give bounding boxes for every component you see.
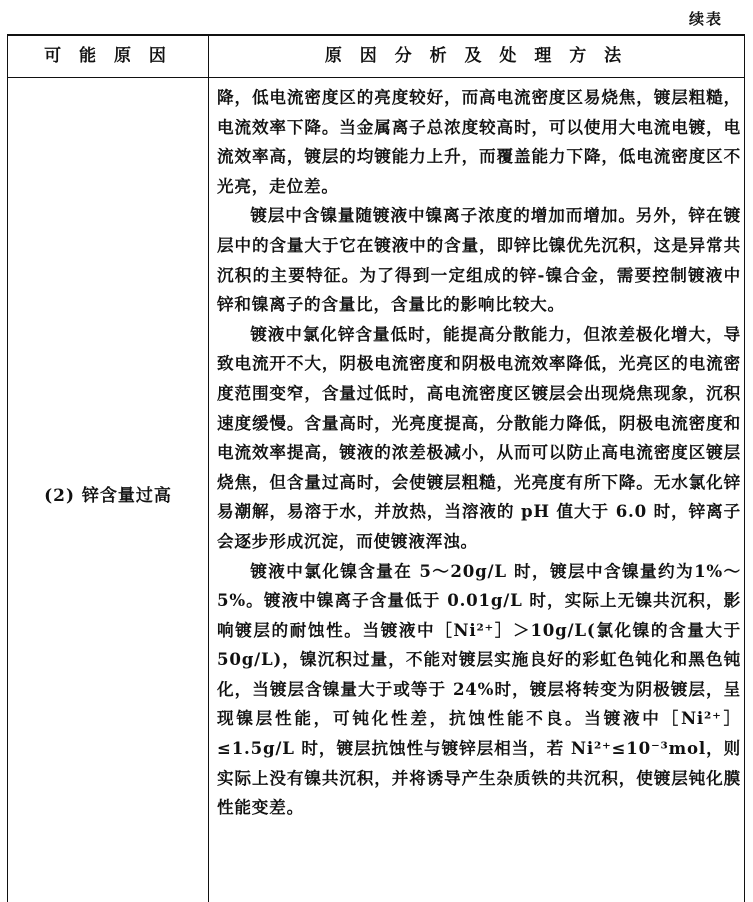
header-analysis-and-treatment: 原 因 分 析 及 处 理 方 法 xyxy=(324,46,628,66)
analysis-paragraph-nickel-content: 镀层中含镍量随镀液中镍离子浓度的增加而增加。另外，锌在镀层中的含量大于它在镀液中的含量，即锌比镍优先沉积，这是异常共沉积的主要特征。为了得到一定组成的锌-镍合金，需要控制镀液中锌和镍离子的含量比，含量比的影响比较大。 xyxy=(217,205,741,315)
header-possible-cause: 可 能 原 因 xyxy=(44,46,172,66)
cause-zinc-content-too-high: (2) 锌含量过高 xyxy=(44,485,172,506)
analysis-paragraph-current-efficiency: 降，低电流密度区的亮度较好，而高电流密度区易烧焦，镀层粗糙，电流效率下降。当金属离子总浓度较高时，可以使用大电流电镀，电流效率高，镀层的均镀能力上升，而覆盖能力下降，低电流密度区不光亮，走位差。 xyxy=(217,87,741,196)
column-divider xyxy=(208,36,209,902)
cause-cell xyxy=(8,78,208,902)
analysis-cell xyxy=(217,78,741,902)
cause-analysis-table xyxy=(7,34,745,902)
analysis-paragraph-zinc-chloride: 镀液中氯化锌含量低时，能提高分散能力，但浓差极化增大，导致电流开不大，阴极电流密度和阴极电流效率降低，光亮区的电流密度范围变窄，含量过低时，高电流密度区镀层会出现烧焦现象，沉积速度缓慢。含量高时，光亮度提高，分散能力降低，阴极电流密度和电流效率提高，镀液的浓差极减小，从而可以防止高电流密度区镀层烧焦，但含量过高时，会使镀层粗糙，光亮度有所下降。无水氯化锌易潮解，易溶于水，并放热，当溶液的 pH 值大于 6.0 时，锌离子会逐步形成沉淀，而使镀液浑浊。 xyxy=(217,323,741,551)
table-header-row xyxy=(8,36,744,78)
continued-table-label: 续表 xyxy=(688,10,723,28)
analysis-paragraph-nickel-chloride: 镀液中氯化镍含量在 5～20g/L 时，镀层中含镍量约为1%～5%。镀液中镍离子含量低于 0.01g/L 时，实际上无镍共沉积，影响镀层的耐蚀性。当镀液中［Ni²⁺］＞10g/L(氯化镍的含量大于 50g/L)，镍沉积过量，不能对镀层实施良好的彩虹色钝化和黑色钝化，当镀层含镍量大于或等于 24%时，镀层将转变为阴极镀层，呈现镍层性能，可钝化性差，抗蚀性能不良。当镀液中［Ni²⁺］≤1.5g/L 时，镀层抗蚀性与镀锌层相当，若 Ni²⁺≤10⁻³mol，则实际上没有镍共沉积，并将诱导产生杂质铁的共沉积，使镀层钝化膜性能变差。 xyxy=(217,560,741,818)
